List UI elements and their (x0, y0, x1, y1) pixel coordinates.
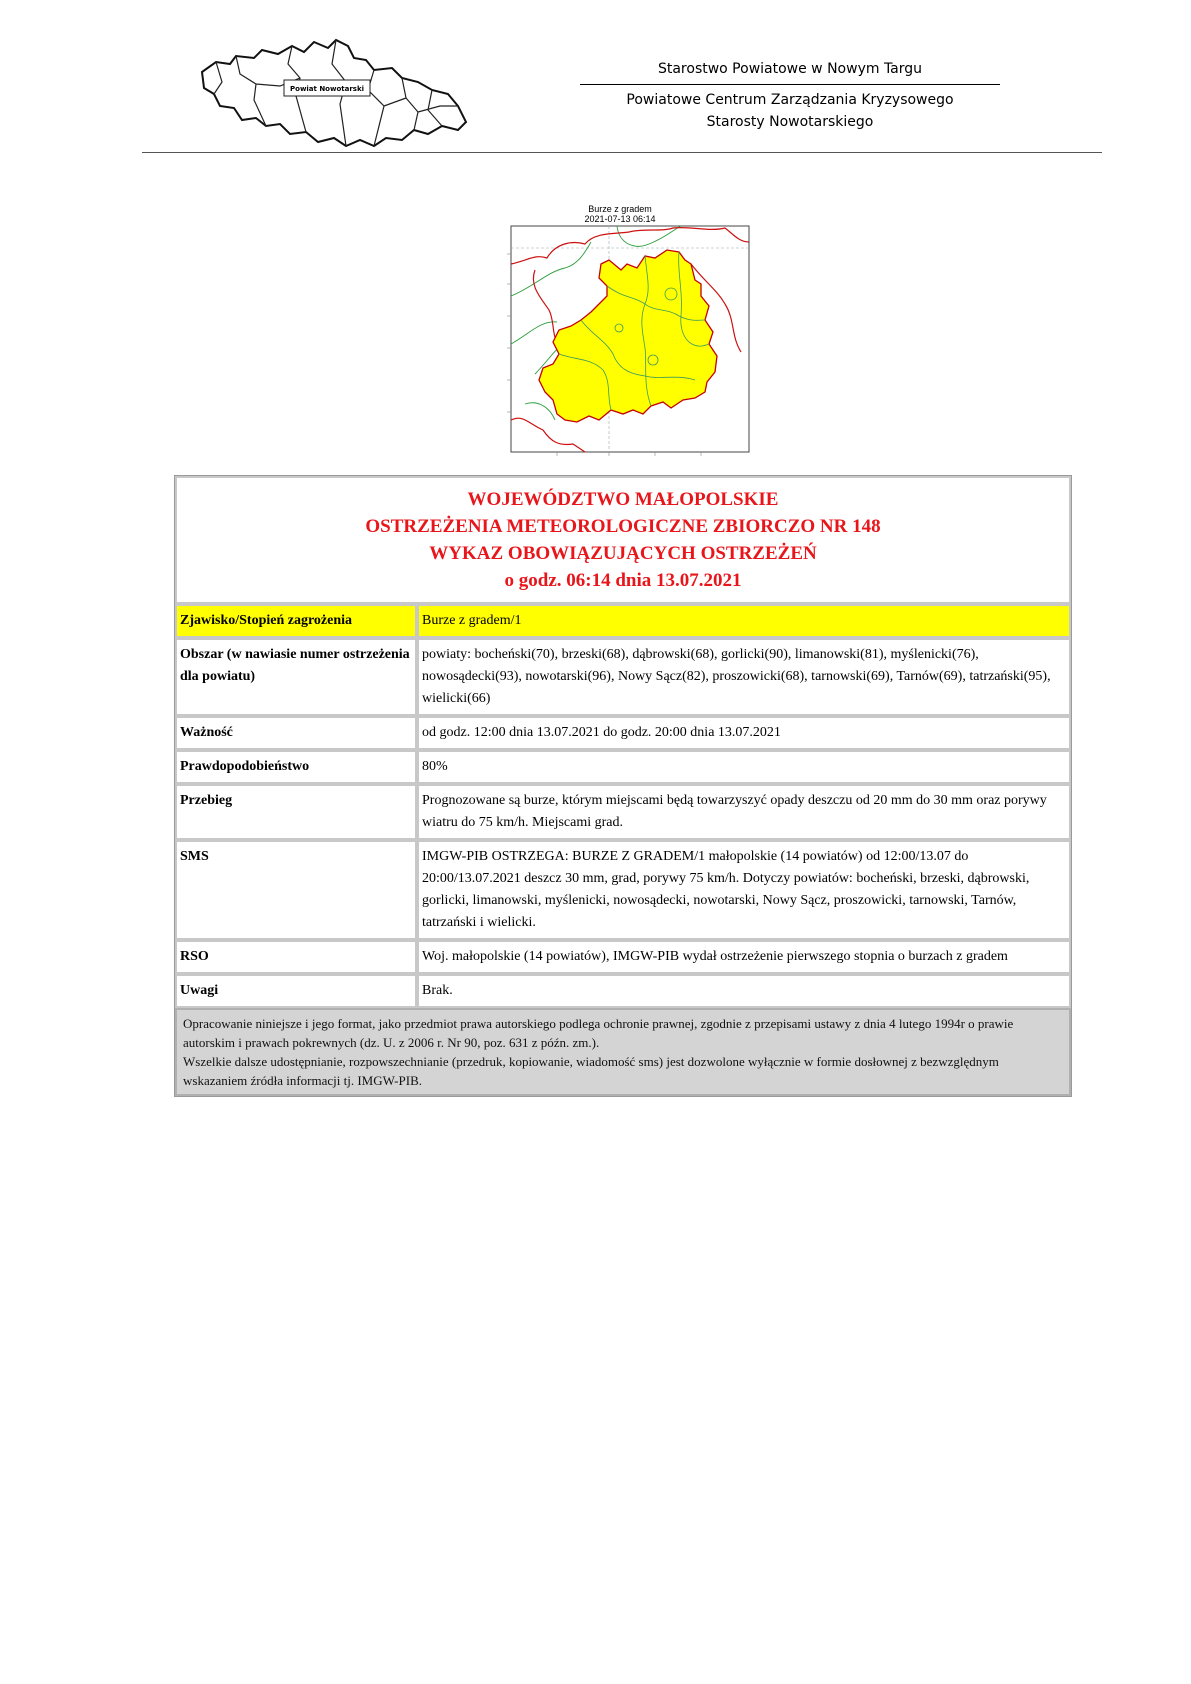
copyright-notice (175, 1008, 1071, 1096)
table-row (175, 604, 1071, 638)
center-name: Powiatowe Centrum Zarządzania Kryzysowego (626, 92, 954, 108)
office-name: Starostwo Powiatowe w Nowym Targu (657, 61, 923, 77)
row-value: 80% (417, 750, 1071, 784)
map-timestamp: 2021-07-13 06:14 (584, 214, 656, 224)
row-label: Przebieg (175, 784, 417, 840)
header-titles (580, 58, 1000, 133)
row-value: Burze z gradem/1 (417, 604, 1071, 638)
row-value: powiaty: bocheński(70), brzeski(68), dąbrowski(68), gorlicki(90), limanowski(81), myślenicki(76), nowosądecki(93), nowotarski(96), Nowy Sącz(82), proszowicki(68), tarnowski(69), Tarnów(69), tatrzański(95), wielicki(66) (417, 638, 1071, 716)
table-row (175, 840, 1071, 940)
usage-line: Wszelkie dalsze udostępnianie, rozpowszechnianie (przedruk, kopiowanie, wiadomość sms) jest dozwolone wyłącznie w formie dosłownej z bezwzględnym wskazaniem źródła informacji tj. IMGW-PIB. (183, 1054, 999, 1088)
warning-number: OSTRZEŻENIA METEOROLOGICZNE ZBIORCZO NR 148 (365, 516, 881, 537)
table-row (175, 974, 1071, 1008)
row-label: Obszar (w nawiasie numer ostrzeżenia dla powiatu) (175, 638, 417, 716)
table-row (175, 750, 1071, 784)
powiat-logo (196, 34, 496, 152)
table-row (175, 716, 1071, 750)
logo-text: Powiat Nowotarski (290, 85, 364, 93)
warning-table (174, 475, 1072, 1097)
warning-region: WOJEWÓDZTWO MAŁOPOLSKIE (467, 489, 779, 510)
table-row (175, 638, 1071, 716)
row-label: Ważność (175, 716, 417, 750)
warning-title (175, 476, 1071, 604)
warning-subtitle: WYKAZ OBOWIĄZUJĄCYCH OSTRZEŻEŃ (429, 543, 817, 564)
row-label: Zjawisko/Stopień zagrożenia (175, 604, 417, 638)
map-title: Burze z gradem (588, 204, 652, 214)
header-rule (142, 152, 1102, 153)
row-label: SMS (175, 840, 417, 940)
row-label: RSO (175, 940, 417, 974)
header-divider (580, 84, 1000, 85)
center-subtitle: Starosty Nowotarskiego (706, 114, 874, 130)
warning-issue-time: o godz. 06:14 dnia 13.07.2021 (504, 570, 742, 591)
map-caption (520, 204, 720, 224)
copyright-line: Opracowanie niniejsze i jego format, jako przedmiot prawa autorskiego podlega ochronie prawnej, zgodnie z przepisami ustawy z dnia 4 lutego 1994r o prawie autorskim i prawach pokrewnych (dz. U. z 2006 r. Nr 90, poz. 631 z późn. zm.). (183, 1016, 1014, 1050)
table-row (175, 784, 1071, 840)
row-value: od godz. 12:00 dnia 13.07.2021 do godz. 20:00 dnia 13.07.2021 (417, 716, 1071, 750)
row-value: IMGW-PIB OSTRZEGA: BURZE Z GRADEM/1 małopolskie (14 powiatów) od 12:00/13.07 do 20:00/13.07.2021 deszcz 30 mm, grad, porywy 75 km/h. Dotyczy powiatów: bocheński, brzeski, dąbrowski, gorlicki, limanowski, myślenicki, nowosądecki, nowotarski, Nowy Sącz, proszowicki, tarnowski, Tarnów, tatrzański i wielicki. (417, 840, 1071, 940)
table-row (175, 940, 1071, 974)
row-value: Prognozowane są burze, którym miejscami będą towarzyszyć opady deszczu od 20 mm do 30 mm oraz porywy wiatru do 75 km/h. Miejscami grad. (417, 784, 1071, 840)
row-value: Brak. (417, 974, 1071, 1008)
row-label: Uwagi (175, 974, 417, 1008)
row-value: Woj. małopolskie (14 powiatów), IMGW-PIB wydał ostrzeżenie pierwszego stopnia o burzach z gradem (417, 940, 1071, 974)
warning-map (495, 224, 750, 470)
row-label: Prawdopodobieństwo (175, 750, 417, 784)
